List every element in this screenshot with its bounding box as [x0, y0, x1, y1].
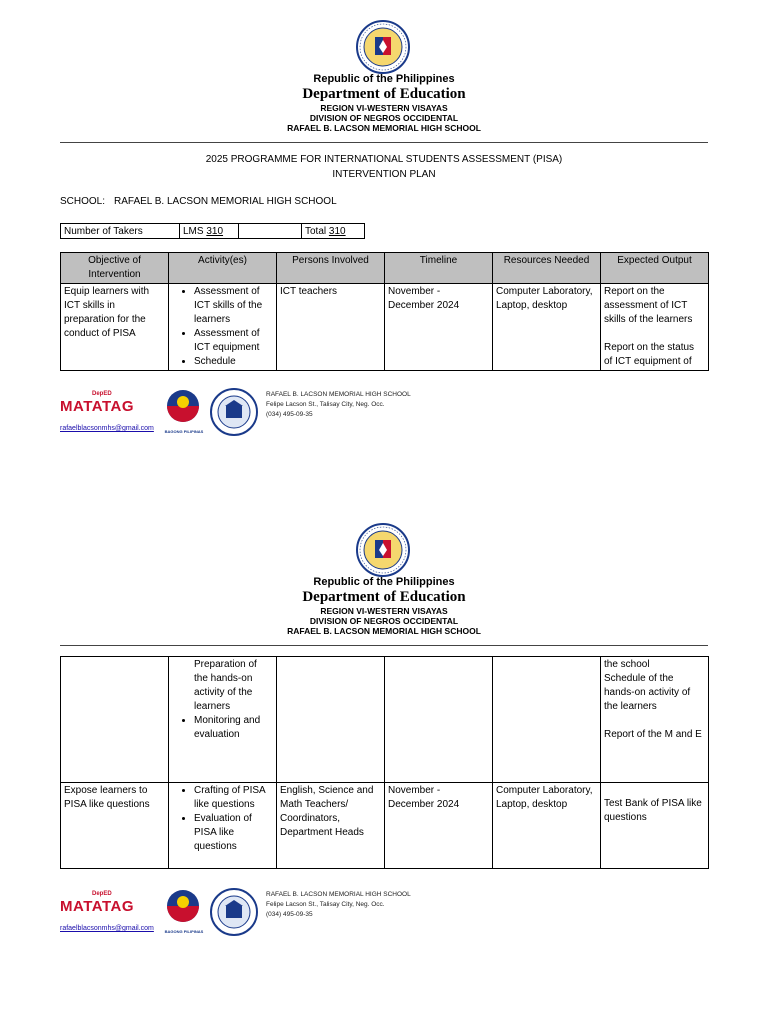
- cell-persons: English, Science and Math Teachers/ Coordinators, Department Heads: [277, 783, 385, 869]
- department-text: Department of Education: [302, 589, 466, 605]
- col-header-activity: Activity(es): [169, 253, 277, 284]
- list-item: • Monitoring and evaluation: [194, 714, 273, 742]
- bagong-pilipinas-logo-icon: [164, 888, 202, 930]
- division-text: DIVISION OF NEGROS OCCIDENTAL: [309, 113, 459, 123]
- intervention-table-continued: [60, 656, 709, 869]
- footer-email-link[interactable]: rafaelblacsonmhs@gmail.com: [60, 425, 154, 432]
- table-row: [61, 657, 709, 783]
- bagong-pilipinas-label: BAGONG PILIPINAS: [164, 429, 204, 434]
- cell-resources: Computer Laboratory, Laptop, desktop: [493, 783, 601, 869]
- takers-empty: [239, 224, 302, 239]
- col-header-persons: Persons Involved: [277, 253, 385, 284]
- cell-output: [601, 284, 709, 371]
- takers-label: Number of Takers: [61, 224, 180, 239]
- department-text: Department of Education: [302, 86, 466, 102]
- title-line-1: 2025 PROGRAMME FOR INTERNATIONAL STUDENTS ASSESSMENT (PISA): [205, 154, 563, 165]
- page-2: [0, 502, 768, 1024]
- list-item: • Assessment of ICT equipment: [194, 327, 273, 355]
- footer-address: [266, 390, 411, 420]
- output-text: Report on the status of ICT equipment of: [604, 342, 695, 367]
- output-text: Schedule of the hands-on activity of the learners: [604, 673, 691, 712]
- region-text: REGION VI-WESTERN VISAYAS: [320, 103, 448, 113]
- school-seal-icon: [210, 388, 258, 436]
- cell-output: [601, 657, 709, 783]
- cell-activities: [169, 783, 277, 869]
- school-line: [60, 196, 337, 207]
- list-item: • Assessment of ICT skills of the learners: [194, 285, 273, 327]
- page-1: [0, 0, 768, 500]
- footer-street: Felipe Lacson St., Talisay City, Neg. Occ.: [266, 401, 385, 408]
- school-text: RAFAEL B. LACSON MEMORIAL HIGH SCHOOL: [287, 626, 481, 636]
- takers-lms: LMS 310: [180, 224, 239, 239]
- footer-street: Felipe Lacson St., Talisay City, Neg. Occ.: [266, 901, 385, 908]
- letterhead: [0, 73, 768, 133]
- page-footer: [60, 388, 460, 438]
- region-text: REGION VI-WESTERN VISAYAS: [320, 606, 448, 616]
- document-title: [0, 152, 768, 182]
- table-row: [61, 783, 709, 869]
- header-divider: [60, 142, 708, 143]
- footer-email-link[interactable]: rafaelblacsonmhs@gmail.com: [60, 925, 154, 932]
- page-footer: [60, 888, 460, 938]
- cell-persons: [277, 657, 385, 783]
- deped-seal-icon: [356, 20, 410, 74]
- school-value: RAFAEL B. LACSON MEMORIAL HIGH SCHOOL: [114, 196, 337, 207]
- title-line-2: INTERVENTION PLAN: [332, 169, 436, 180]
- matatag-logo: MATATAG: [60, 398, 135, 415]
- footer-address: [266, 890, 411, 920]
- list-item: • Evaluation of PISA like questions: [194, 812, 273, 854]
- school-seal-icon: [210, 888, 258, 936]
- output-text: Report of the M and E: [604, 729, 702, 740]
- deped-mini-label: DepED: [92, 891, 112, 897]
- footer-phone: (034) 495-09-35: [266, 911, 313, 918]
- letterhead: [0, 576, 768, 636]
- header-divider: [60, 645, 708, 646]
- col-header-timeline: Timeline: [385, 253, 493, 284]
- cell-objective: [61, 657, 169, 783]
- republic-text: Republic of the Philippines: [313, 576, 455, 588]
- list-item: • Schedule: [194, 355, 273, 369]
- cell-resources: Computer Laboratory, Laptop, desktop: [493, 284, 601, 371]
- deped-seal-icon: [356, 523, 410, 577]
- bagong-pilipinas-label: BAGONG PILIPINAS: [164, 929, 204, 934]
- table-row: [61, 284, 709, 371]
- school-text: RAFAEL B. LACSON MEMORIAL HIGH SCHOOL: [287, 123, 481, 133]
- footer-school-name: RAFAEL B. LACSON MEMORIAL HIGH SCHOOL: [266, 391, 411, 398]
- table-header-row: [61, 253, 709, 284]
- cell-objective: Expose learners to PISA like questions: [61, 783, 169, 869]
- takers-total: Total 310: [302, 224, 365, 239]
- output-text: Report on the assessment of ICT skills of the learners: [604, 286, 693, 325]
- bagong-pilipinas-logo-icon: [164, 388, 202, 430]
- takers-table: [60, 223, 365, 239]
- output-text: the school: [604, 659, 650, 670]
- school-label: SCHOOL:: [60, 196, 106, 207]
- list-item: • Crafting of PISA like questions: [194, 784, 273, 812]
- col-header-resources: Resources Needed: [493, 253, 601, 284]
- cell-activities: [169, 284, 277, 371]
- cell-timeline: November - December 2024: [385, 783, 493, 869]
- deped-mini-label: DepED: [92, 391, 112, 397]
- cell-persons: ICT teachers: [277, 284, 385, 371]
- footer-school-name: RAFAEL B. LACSON MEMORIAL HIGH SCHOOL: [266, 891, 411, 898]
- cell-objective: Equip learners with ICT skills in preparation for the conduct of PISA: [61, 284, 169, 371]
- republic-text: Republic of the Philippines: [313, 73, 455, 85]
- intervention-table: [60, 252, 709, 371]
- cell-timeline: November - December 2024: [385, 284, 493, 371]
- cell-output: Test Bank of PISA like questions: [601, 783, 709, 869]
- matatag-logo: MATATAG: [60, 898, 135, 915]
- cell-activities: [169, 657, 277, 783]
- division-text: DIVISION OF NEGROS OCCIDENTAL: [309, 616, 459, 626]
- activity-continuation: Preparation of the hands-on activity of the learners: [194, 659, 257, 712]
- cell-resources: [493, 657, 601, 783]
- col-header-objective: Objective of Intervention: [61, 253, 169, 284]
- footer-phone: (034) 495-09-35: [266, 411, 313, 418]
- cell-timeline: [385, 657, 493, 783]
- col-header-output: Expected Output: [601, 253, 709, 284]
